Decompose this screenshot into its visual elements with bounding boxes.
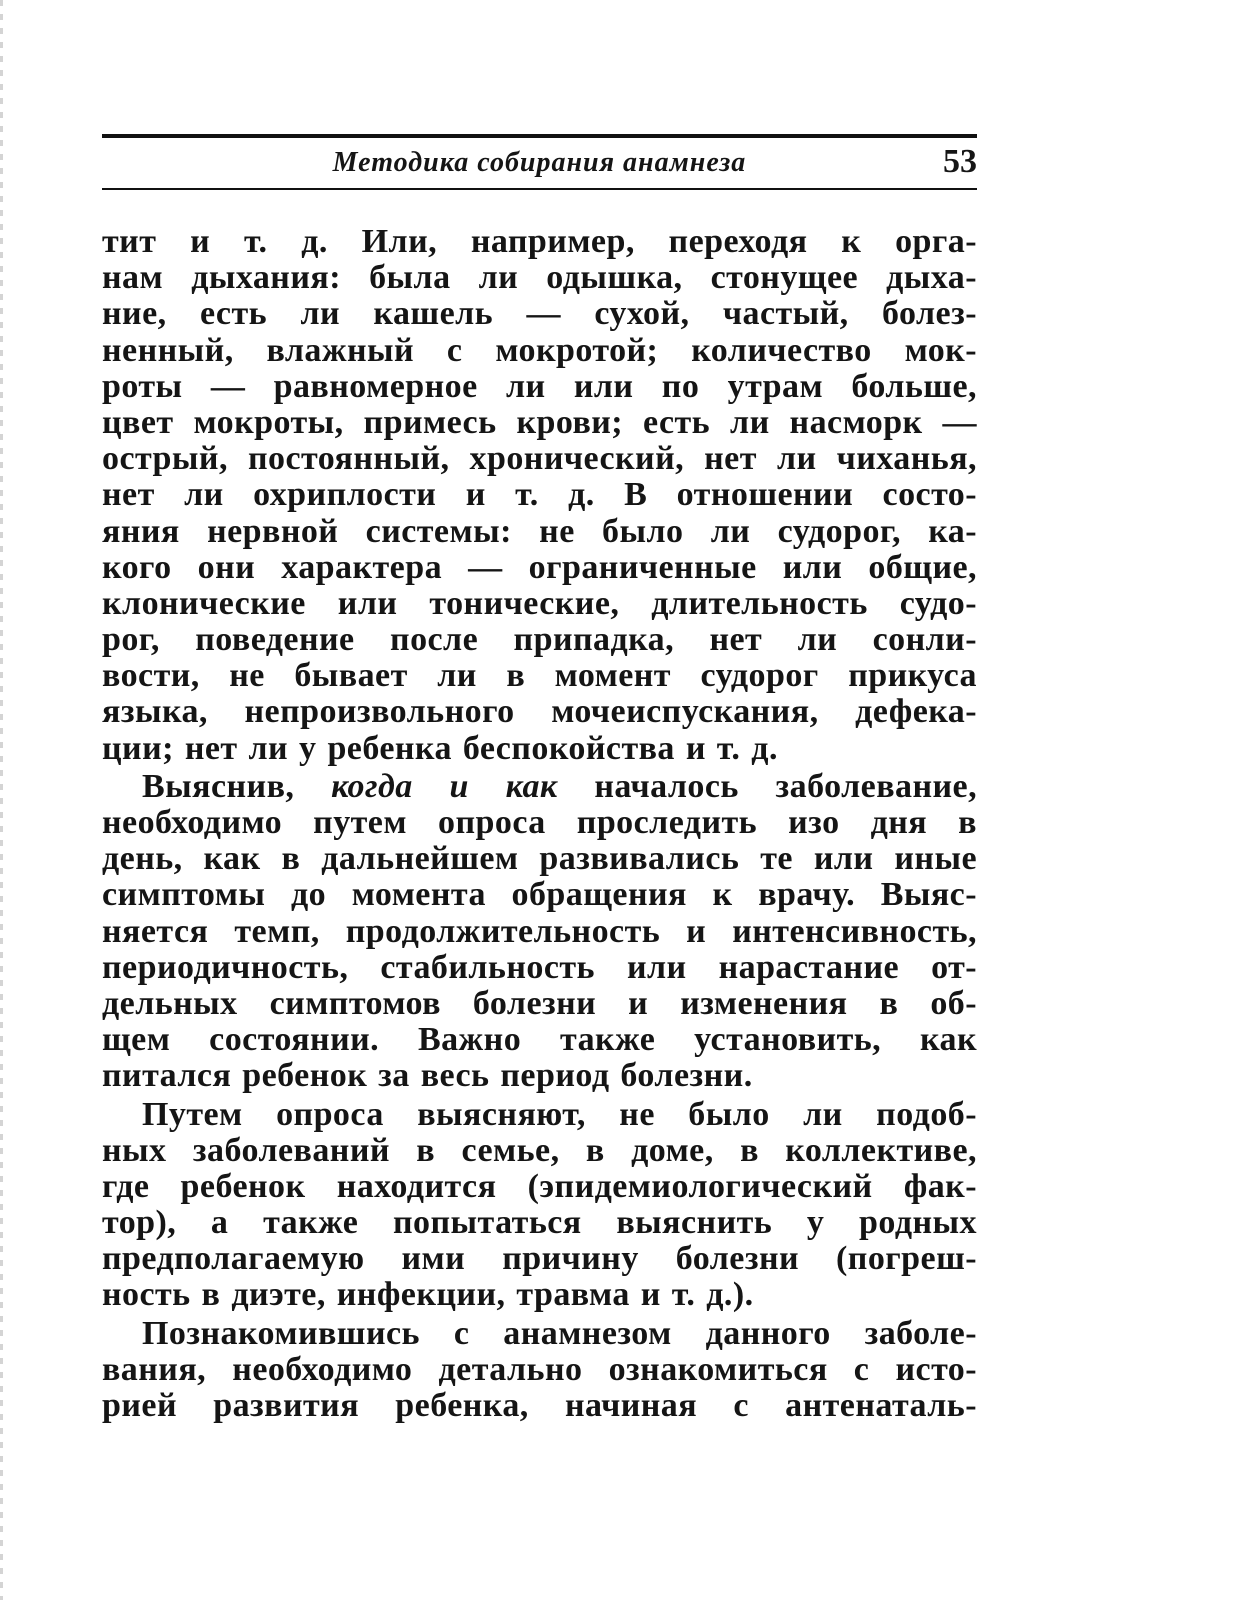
text-line: цвет мокроты, примесь крови; есть ли насморк —	[102, 403, 977, 441]
running-head: Методика собирания анамнеза	[332, 147, 747, 178]
text-line: няется темп, продолжительность и интенсивность,	[102, 912, 977, 950]
text-span: началось заболевание,	[594, 767, 978, 805]
emphasis-when: когда	[331, 767, 413, 805]
text-line: периодичность, стабильность или нарастание от-	[102, 948, 977, 986]
text-line: тит и т. д. Или, например, переходя к орга-	[102, 223, 977, 260]
text-line: клонические или тонические, длительность судо-	[102, 584, 977, 622]
text-span: Выяснив,	[142, 767, 295, 805]
text-line: щем состоянии. Важно также установить, как	[102, 1021, 977, 1059]
text-line: тор), а также попытаться выяснить у родных	[102, 1204, 977, 1242]
text-line: ние, есть ли кашель — сухой, частый, болез-	[102, 295, 977, 333]
header-bottom-rule	[102, 188, 977, 190]
text-line: рог, поведение после припадка, нет ли сонли-	[102, 621, 977, 659]
page-number: 53	[943, 143, 977, 180]
text-line: языка, непроизвольного мочеиспускания, дефека-	[102, 693, 977, 731]
text-line: острый, постоянный, хронический, нет ли чиханья,	[102, 440, 977, 478]
emphasis-and: и	[449, 767, 469, 805]
text-line: роты — равномерное ли или по утрам больше,	[102, 367, 977, 405]
text-line: симптомы до момента обращения к врачу. Выяс-	[102, 876, 977, 914]
text-line: дельных симптомов болезни и изменения в об-	[102, 984, 977, 1022]
page-header	[102, 134, 977, 192]
text-line: где ребенок находится (эпидемиологический фак-	[102, 1167, 977, 1205]
text-line: предполагаемую ими причину болезни (погреш-	[102, 1240, 977, 1278]
text-line: необходимо путем опроса проследить изо дня в	[102, 804, 977, 841]
text-line: нет ли охриплости и т. д. В отношении состо-	[102, 476, 977, 514]
text-line: нам дыхания: была ли одышка, стонущее дыха-	[102, 259, 977, 297]
text-line: вания, необходимо детально ознакомиться с исто-	[102, 1350, 977, 1388]
header-top-rule	[102, 134, 977, 138]
page-edge-shadow	[0, 0, 3, 1600]
text-line-with-emphasis	[102, 769, 977, 805]
text-line: питался ребенок за весь период болезни.	[102, 1057, 753, 1095]
emphasis-how: как	[505, 767, 558, 805]
text-line: рией развития ребенка, начиная с антенаталь-	[102, 1387, 977, 1424]
text-line: ность в диэте, инфекции, травма и т. д.).	[102, 1276, 754, 1314]
text-line: день, как в дальнейшем развивались те или иные	[102, 840, 977, 878]
text-line: Путем опроса выясняют, не было ли подоб-	[142, 1095, 977, 1133]
text-line: Познакомившись с анамнезом данного заболе-	[142, 1314, 977, 1352]
text-line: ных заболеваний в семье, в доме, в коллективе,	[102, 1131, 977, 1169]
text-line: кого они характера — ограниченные или общие,	[102, 548, 977, 586]
text-line: ции; нет ли у ребенка беспокойства и т. д.	[102, 729, 778, 767]
body-text	[102, 224, 977, 1424]
text-line: ненный, влажный с мокротой; количество мок-	[102, 331, 977, 369]
text-line: яния нервной системы: не было ли судорог, ка-	[102, 512, 977, 550]
text-line: вости, не бывает ли в момент судорог прикуса	[102, 657, 977, 695]
